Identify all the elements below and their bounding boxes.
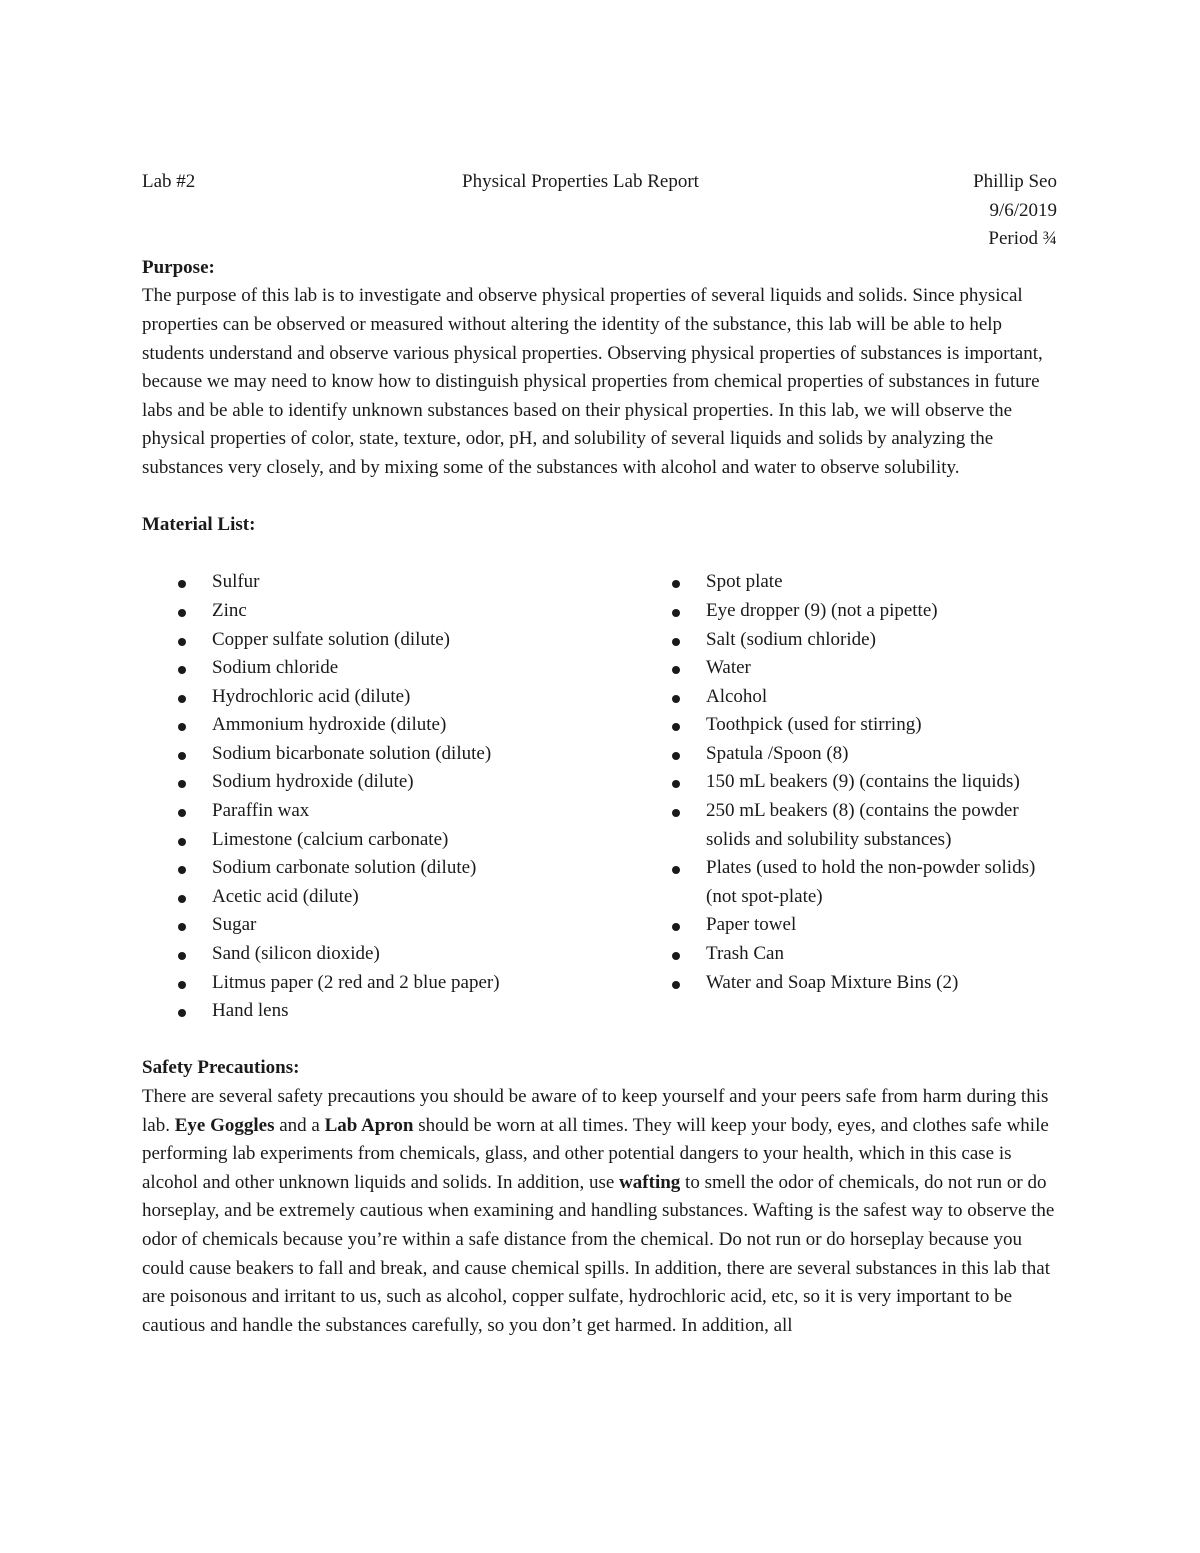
lab-apron-bold: Lab Apron xyxy=(324,1114,414,1136)
bullet-icon xyxy=(178,866,186,874)
material-item xyxy=(636,854,1057,911)
material-item-label: Zinc xyxy=(212,599,247,621)
material-item-label: Sodium chloride xyxy=(212,657,339,679)
material-item-label: 250 mL beakers (8) (contains the powder solids and solubility substances) xyxy=(706,800,1019,850)
material-item-label: Water xyxy=(706,657,751,679)
material-item-label: Toothpick (used for stirring) xyxy=(706,714,922,736)
material-item xyxy=(636,711,1057,740)
bullet-icon xyxy=(672,752,680,760)
bullet-icon xyxy=(672,723,680,731)
material-item xyxy=(142,997,636,1026)
safety-text-1: There are several safety precautions you should be aware of to keep yourself and your peers safe from harm during this lab. xyxy=(142,1086,1049,1136)
material-item-label: Sodium carbonate solution (dilute) xyxy=(212,857,477,879)
material-item xyxy=(636,969,1057,998)
bullet-icon xyxy=(672,695,680,703)
bullet-icon xyxy=(178,723,186,731)
bullet-icon xyxy=(672,609,680,617)
material-item xyxy=(636,683,1057,712)
bullet-icon xyxy=(178,638,186,646)
material-item-label: Sugar xyxy=(212,914,257,936)
material-item-label: Salt (sodium chloride) xyxy=(706,628,876,650)
material-item xyxy=(142,768,636,797)
lab-number: Lab #2 xyxy=(142,171,196,192)
materials-left-column xyxy=(142,568,636,1026)
document-page xyxy=(142,168,1057,1340)
material-item-label: Copper sulfate solution (dilute) xyxy=(212,628,450,650)
bullet-icon xyxy=(672,666,680,674)
bullet-icon xyxy=(672,780,680,788)
bullet-icon xyxy=(178,981,186,989)
material-item-label: Water and Soap Mixture Bins (2) xyxy=(706,971,959,993)
material-item-label: 150 mL beakers (9) (contains the liquids) xyxy=(706,771,1020,793)
material-item-label: Paraffin wax xyxy=(212,800,310,822)
material-item xyxy=(142,683,636,712)
material-item xyxy=(142,883,636,912)
materials-heading: Material List: xyxy=(142,514,256,536)
report-title: Physical Properties Lab Report xyxy=(462,171,699,192)
bullet-icon xyxy=(178,752,186,760)
material-item-label: Spot plate xyxy=(706,571,783,593)
material-item xyxy=(142,797,636,826)
material-item xyxy=(142,626,636,655)
material-item xyxy=(636,740,1057,769)
eye-goggles-bold: Eye Goggles xyxy=(174,1114,275,1136)
bullet-icon xyxy=(178,780,186,788)
material-item-label: Acetic acid (dilute) xyxy=(212,885,359,907)
bullet-icon xyxy=(672,952,680,960)
wafting-bold: wafting xyxy=(619,1171,681,1193)
material-item xyxy=(142,740,636,769)
safety-paragraph xyxy=(142,1083,1057,1340)
material-item-label: Sodium hydroxide (dilute) xyxy=(212,771,414,793)
purpose-paragraph: The purpose of this lab is to investigate and observe physical properties of several liquids and solids. Since physical properties can be observed or measured without altering the identity of the substance, this lab will be able to help students understand and observe various physical properties. Observing physical properties of substances is important, because we may need to know how to distinguish physical properties from chemical properties of substances in future labs and be able to identify unknown substances based on their physical properties. In this lab, we will observe the physical properties of color, state, texture, odor, pH, and solubility of several liquids and solids by analyzing the substances very closely, and by mixing some of the substances with alcohol and water to observe solubility. xyxy=(142,285,1043,478)
material-item-label: Paper towel xyxy=(706,914,797,936)
material-item xyxy=(142,940,636,969)
material-item-label: Hand lens xyxy=(212,1000,289,1022)
material-item xyxy=(636,597,1057,626)
report-date: 9/6/2019 xyxy=(989,199,1057,221)
bullet-icon xyxy=(178,1009,186,1017)
material-item-label: Spatula /Spoon (8) xyxy=(706,742,849,764)
material-item-label: Eye dropper (9) (not a pipette) xyxy=(706,599,938,621)
safety-heading: Safety Precautions: xyxy=(142,1057,300,1079)
bullet-icon xyxy=(672,809,680,817)
material-item xyxy=(142,597,636,626)
materials-list-right xyxy=(636,568,1057,997)
bullet-icon xyxy=(178,923,186,931)
bullet-icon xyxy=(178,838,186,846)
material-item-label: Alcohol xyxy=(706,685,768,707)
header-row xyxy=(142,168,1057,197)
material-item-label: Ammonium hydroxide (dilute) xyxy=(212,714,447,736)
material-item xyxy=(142,568,636,597)
bullet-icon xyxy=(672,981,680,989)
bullet-icon xyxy=(178,609,186,617)
author-name: Phillip Seo xyxy=(973,171,1057,192)
materials-right-column xyxy=(636,568,1057,1026)
material-item xyxy=(636,797,1057,854)
bullet-icon xyxy=(178,895,186,903)
bullet-icon xyxy=(178,666,186,674)
bullet-icon xyxy=(178,809,186,817)
material-item xyxy=(142,911,636,940)
material-item-label: Plates (used to hold the non-powder solids) (not spot-plate) xyxy=(706,857,1036,907)
material-item-label: Sulfur xyxy=(212,571,260,593)
material-item-label: Hydrochloric acid (dilute) xyxy=(212,685,411,707)
bullet-icon xyxy=(178,695,186,703)
material-lists xyxy=(142,568,1057,1026)
material-item xyxy=(142,969,636,998)
material-item xyxy=(142,854,636,883)
materials-list-left xyxy=(142,568,636,1026)
material-item-label: Sand (silicon dioxide) xyxy=(212,943,380,965)
safety-text-2: and a xyxy=(274,1114,325,1136)
safety-text-4: to smell the odor of chemicals, do not run or do horseplay, and be extremely cautious when examining and handling substances. Wafting is the safest way to observe the odor of chemicals because you’re within a safe distance from the chemical. Do not run or do horseplay because you could cause beakers to fall and break, and cause chemical spills. In addition, there are several substances in this lab that are poisonous and irritant to us, such as alcohol, copper sulfate, hydrochloric acid, etc, so it is very important to be cautious and handle the substances carefully, so you don’t get harmed. In addition, all xyxy=(142,1171,1055,1336)
material-item xyxy=(636,626,1057,655)
bullet-icon xyxy=(672,638,680,646)
bullet-icon xyxy=(672,923,680,931)
material-item xyxy=(636,768,1057,797)
material-item xyxy=(142,826,636,855)
material-item-label: Litmus paper (2 red and 2 blue paper) xyxy=(212,971,500,993)
material-item xyxy=(636,654,1057,683)
bullet-icon xyxy=(672,866,680,874)
purpose-heading: Purpose: xyxy=(142,256,215,278)
bullet-icon xyxy=(178,580,186,588)
material-item xyxy=(636,940,1057,969)
bullet-icon xyxy=(672,580,680,588)
material-item-label: Sodium bicarbonate solution (dilute) xyxy=(212,742,492,764)
bullet-icon xyxy=(178,952,186,960)
material-item-label: Trash Can xyxy=(706,943,784,965)
safety-text-3: should be worn at all times. They will keep your body, eyes, and clothes safe while performing lab experiments from chemicals, glass, and other potential dangers to your health, which in this case is alcohol and other unknown liquids and solids. In addition, use xyxy=(142,1114,1049,1193)
material-item xyxy=(142,711,636,740)
material-item xyxy=(636,911,1057,940)
material-item xyxy=(142,654,636,683)
class-period: Period ¾ xyxy=(988,228,1057,250)
material-item xyxy=(636,568,1057,597)
material-item-label: Limestone (calcium carbonate) xyxy=(212,828,449,850)
